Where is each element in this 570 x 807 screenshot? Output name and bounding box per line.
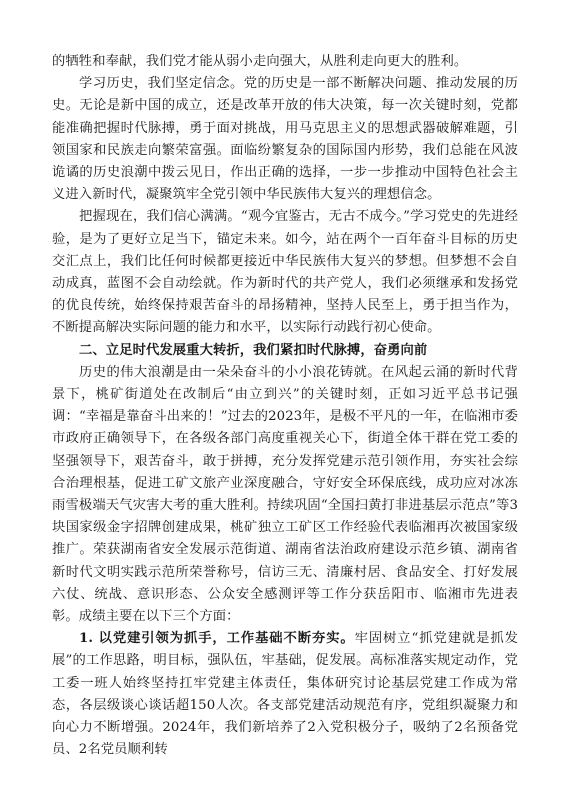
- paragraph-study-history: 学习历史，我们坚定信念。党的历史是一部不断解决问题、推动发展的历史。无论是新中国的成立，还是改革开放的伟大决策，每一次关键时刻，党都能准确把握时代脉搏，勇于面对挑战，用马克思主义的思想武器破解难题，引领国家和民族走向繁荣富强。面临纷繁复杂的国际国内形势，我们总能在风波诡谲的历史浪潮中拨云见日，作出正确的选择，一步一步推动中国特色社会主义进入新时代，凝聚筑牢全党引领中华民族伟大复兴的理想信念。: [52, 76, 518, 203]
- paragraph-lead-text: 1. 以党建引领为抓手，工作基础不断夯实。: [79, 631, 355, 647]
- paragraph-continuation: 的牺牲和奉献，我们党才能从弱小走向强大，从胜利走向更大的胜利。: [52, 54, 468, 69]
- section-heading-two: 二、立足时代发展重大转折，我们紧扣时代脉搏，奋勇向前: [79, 342, 428, 358]
- paragraph-party-building: [52, 628, 518, 761]
- paragraph-grasp-present: 把握现在，我们信心满满。“观今宜鉴古，无古不成今。”学习党史的先进经验，是为了更好立足当下，锚定未来。如今，站在两个一百年奋斗目标的历史交汇点上，我们比任何时候都更接近中华民族伟大复兴的梦想。但梦想不会自动成真，蓝图不会自动绘就。作为新时代的共产党人，我们必须继承和发扬党的优良传统，始终保持艰苦奋斗的昂扬精神，坚持人民至上，勇于担当作为，不断提高解决实际问题的能力和水平，以实际行动践行初心使命。: [52, 209, 518, 336]
- paragraph-era-background: 历史的伟大浪潮是由一朵朵奋斗的小小浪花铸就。在风起云涌的新时代背景下，桃矿街道处在改制后“由立到兴”的关键时刻，正如习近平总书记强调：“幸福是靠奋斗出来的！”过去的2023年，是极不平凡的一年，在临湘市委市政府正确领导下，在各级各部门高度重视关心下，街道全体干群在党工委的坚强领导下，艰苦奋斗，敢于拼搏，充分发挥党建示范引领作用，夯实社会综合治理根基，促进工矿文旅产业深度融合，守好安全环保底线，成功应对冰冻雨雪极端天气灾害大考的重大胜利。持续巩固“全国扫黄打非进基层示范点”等3块国家级金字招牌创建成果，桃矿独立工矿区工作经验代表临湘再次被国家级推广。荣获湖南省安全发展示范街道、湖南省法治政府建设示范乡镇、湖南省新时代文明实践示范所荣誉称号，信访三无、清廉村居、食品安全、打好发展六仗、统战、意识形态、公众安全感测评等工作分获岳阳市、临湘市先进表彰。成绩主要在以下三个方面：: [52, 364, 518, 625]
- paragraph-body-text: 牢固树立“抓党建就是抓发展”的工作思路，明目标，强队伍，牢基础，促发展。高标准落实规定动作，党工委一班人始终坚持扛牢党建主体责任，集体研究讨论基层党建工作成为常态，各层级谈心谈话超150人次。各支部党建活动规范有序，党组织凝聚力和向心力不断增强。2024年，我们新培养了2入党积极分子，吸纳了2名预备党员、2名党员顺利转: [52, 631, 518, 758]
